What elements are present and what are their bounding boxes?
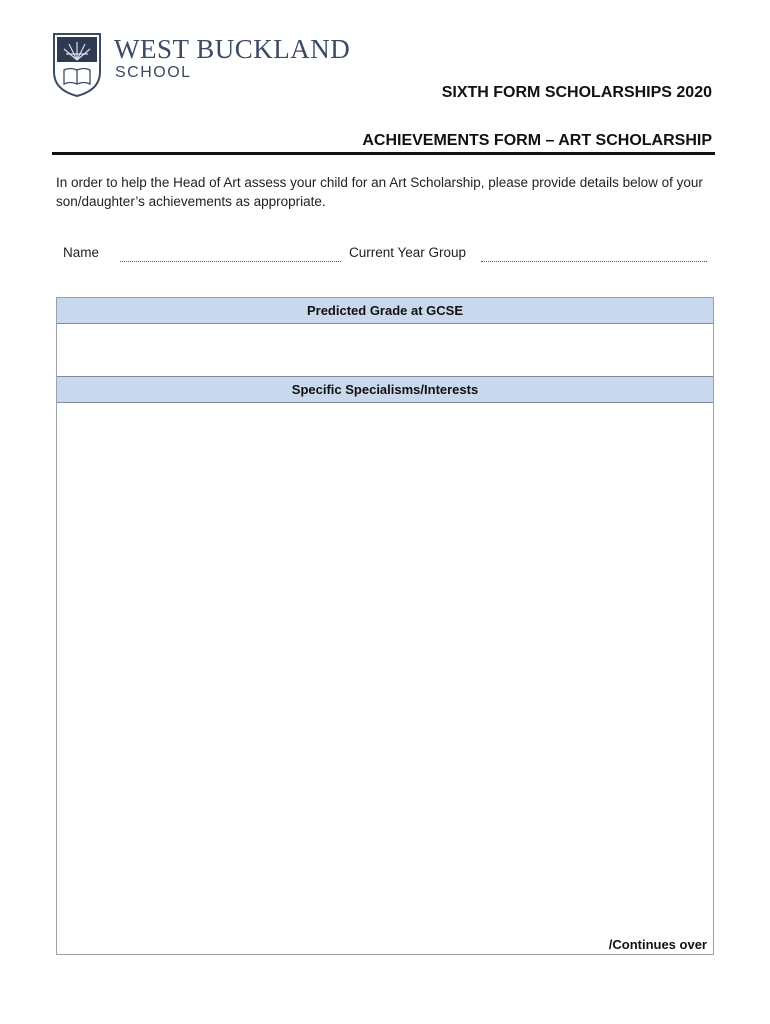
name-label: Name — [63, 245, 100, 260]
year-group-label: Current Year Group — [349, 245, 467, 260]
school-subtitle: SCHOOL — [115, 64, 192, 81]
specialisms-field[interactable] — [57, 403, 713, 954]
school-name: WEST BUCKLAND — [114, 34, 351, 64]
form-title: ACHIEVEMENTS FORM – ART SCHOLARSHIP — [362, 132, 712, 149]
school-crest-icon — [52, 32, 102, 98]
section-header-predicted-grade: Predicted Grade at GCSE — [57, 298, 713, 324]
achievements-table — [56, 297, 714, 955]
predicted-grade-field[interactable] — [57, 324, 713, 376]
intro-text: In order to help the Head of Art assess your child for an Art Scholarship, please provide details below of your son/daughter’s achievements as appropriate. — [56, 175, 703, 209]
name-field[interactable] — [120, 261, 341, 262]
school-logo — [52, 32, 352, 98]
section-header-specialisms: Specific Specialisms/Interests — [57, 376, 713, 403]
title-divider — [52, 152, 715, 155]
year-group-field[interactable] — [481, 261, 707, 262]
continues-over-note: /Continues over — [608, 937, 707, 952]
document-title: SIXTH FORM SCHOLARSHIPS 2020 — [441, 84, 712, 101]
